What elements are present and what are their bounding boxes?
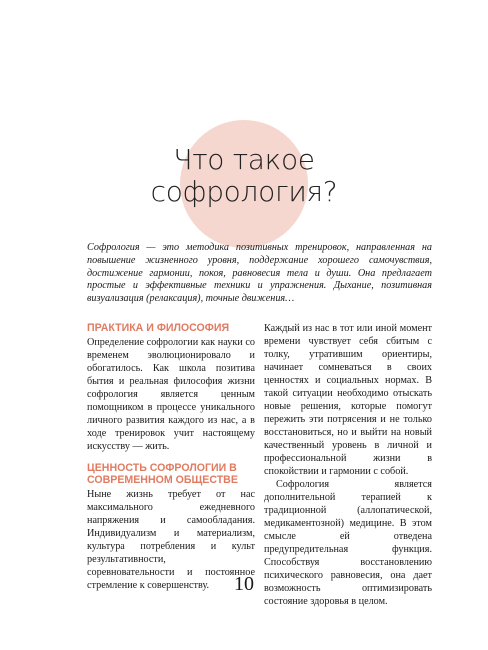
section-heading-practice: ПРАКТИКА И ФИЛОСОФИЯ bbox=[87, 322, 230, 334]
title-line-2: софрология? bbox=[150, 175, 338, 208]
section-heading-value: ЦЕННОСТЬ СОФРОЛОГИИ В СОВРЕМЕННОМ ОБЩЕСТВЕ bbox=[87, 462, 238, 486]
left-paragraph-1: Определение софрологии как науки со временем эволюционировало и обогатилось. Как школа позитива бытия и реальная философия жизни софрология является ценным помощником в процессе уникального личного развития каждого из нас, а в ходе тренировок учит настоящему искусству — жить. bbox=[87, 337, 255, 452]
right-column bbox=[264, 322, 432, 608]
page-number: 10 bbox=[234, 573, 254, 595]
page-title bbox=[0, 144, 488, 208]
title-line-1: Что такое bbox=[173, 143, 315, 176]
left-paragraph-2: Ныне жизнь требует от нас максимального ежедневного напряжения и самообладания. Индивидуализм и материализм, культура потребления и культ результативности, соревновательности и постоянное стремление к совершенству. bbox=[87, 489, 255, 591]
right-paragraph-1: Каждый из нас в тот или иной момент времени чувствует себя сбитым с толку, утратившим ориентиры, начинает сомневаться в своих ценностях и социальных нормах. В такой ситуации необходимо отыскать новые решения, которые помогут пережить эти потрясения и не только восстановиться, но и выйти на новый качественный уровень в личной и профессиональной жизни в спокойствии и гармонии с собой. bbox=[264, 323, 432, 477]
intro-paragraph: Софрология — это методика позитивных тренировок, направленная на повышение жизненного уровня, поддержание хорошего самочувствия, достижение гармонии, покоя, равновесия тела и души. Она предлагает простые и эффективные техники и упражнения. Дыхание, позитивная визуализация (релаксация), точные движения… bbox=[87, 242, 432, 305]
right-paragraph-2: Софрология является дополнительной терапией к традиционной (аллопатической, медикаментозной) медицине. В этом смысле ей отведена предупредительная функция. Способствуя восстановлению психического равновесия, она дает возможность оптимизировать состояние здоровья в целом. bbox=[264, 479, 432, 607]
left-column bbox=[87, 322, 255, 592]
